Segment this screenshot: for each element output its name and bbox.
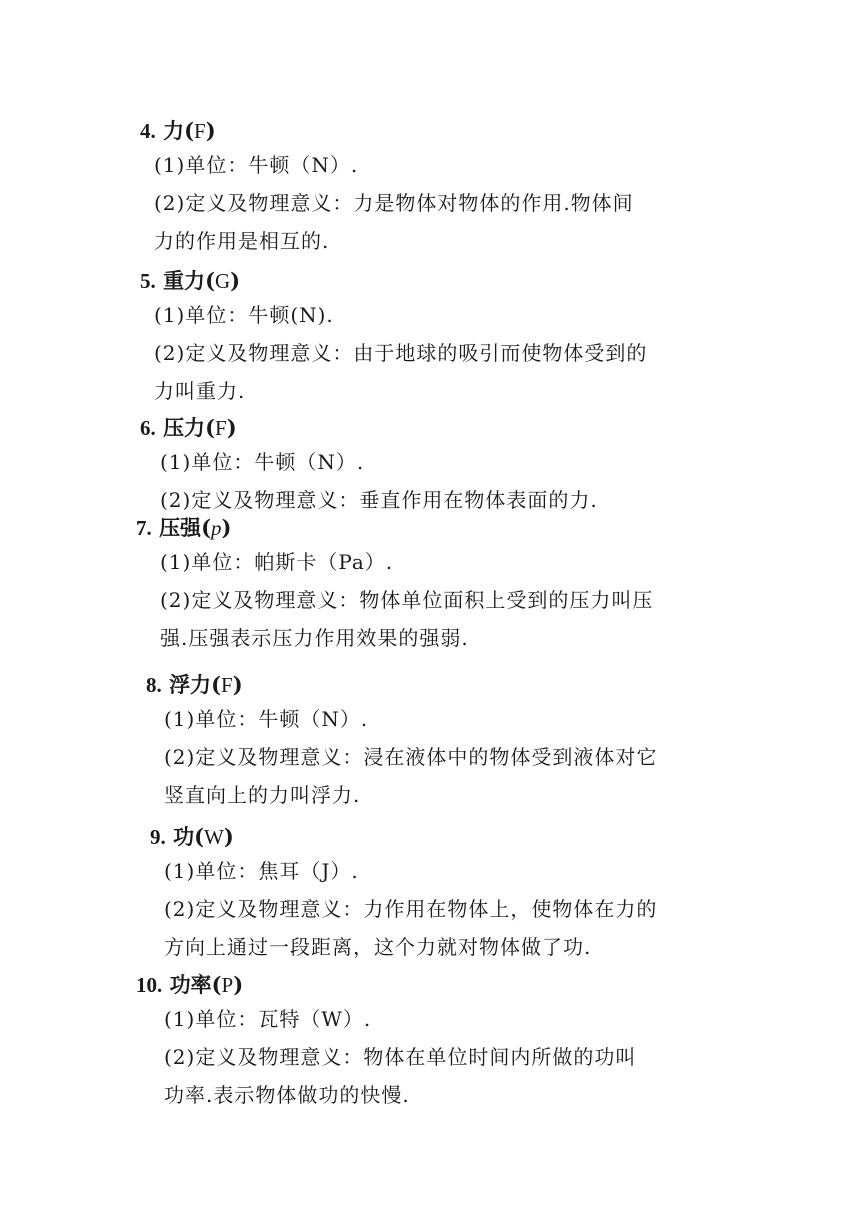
definition-line: 强.压强表示压力作用效果的强弱. xyxy=(160,626,469,650)
definition-line: 方向上通过一段距离，这个力就对物体做了功. xyxy=(164,935,592,959)
unit-line: (1)单位：牛顿（N）. xyxy=(164,707,369,731)
section-heading: 8. 浮力(F) xyxy=(146,672,243,697)
section-term: 功率 xyxy=(169,972,212,997)
section-heading: 10. 功率(P) xyxy=(136,972,244,997)
section-term: 压强 xyxy=(159,515,202,540)
section-buoyancy xyxy=(146,672,657,810)
section-heading: 6. 压力(F) xyxy=(140,415,237,440)
section-number: 6. xyxy=(140,416,156,440)
section-heading: 5. 重力(G) xyxy=(140,268,241,293)
definition-line: (2)定义及物理意义：浸在液体中的物体受到液体对它 xyxy=(164,745,658,769)
section-term: 压力 xyxy=(163,415,206,440)
section-term: 功 xyxy=(173,824,195,849)
definition-line: 力的作用是相互的. xyxy=(154,229,330,253)
section-gravity xyxy=(140,268,647,406)
definition-line: (2)定义及物理意义：力是物体对物体的作用.物体间 xyxy=(154,191,634,215)
definition-line: 功率.表示物体做功的快慢. xyxy=(164,1083,410,1107)
section-number: 7. xyxy=(136,516,152,540)
section-symbol: F xyxy=(194,119,206,143)
section-symbol: F xyxy=(215,416,227,440)
section-pressure-force xyxy=(140,415,598,515)
definition-line: 竖直向上的力叫浮力. xyxy=(164,783,361,807)
section-term: 重力 xyxy=(163,268,206,293)
unit-line: (1)单位：牛顿（N）. xyxy=(154,153,359,177)
section-number: 5. xyxy=(140,269,156,293)
section-number: 4. xyxy=(140,119,156,143)
definition-line: (2)定义及物理意义：物体单位面积上受到的压力叫压 xyxy=(160,588,654,612)
section-symbol: W xyxy=(204,825,224,849)
definition-line: 力叫重力. xyxy=(154,379,246,403)
section-force xyxy=(140,118,634,256)
section-term: 力 xyxy=(163,118,185,143)
section-number: 9. xyxy=(150,825,166,849)
section-number: 8. xyxy=(146,673,162,697)
section-symbol: F xyxy=(221,673,233,697)
section-power xyxy=(136,972,636,1110)
definition-line: (2)定义及物理意义：由于地球的吸引而使物体受到的 xyxy=(154,341,648,365)
section-heading: 4. 力(F) xyxy=(140,118,216,143)
definition-line: (2)定义及物理意义：垂直作用在物体表面的力. xyxy=(160,488,598,512)
section-symbol: P xyxy=(221,973,234,997)
section-work xyxy=(150,824,657,962)
unit-line: (1)单位：瓦特（W）. xyxy=(164,1007,372,1031)
unit-line: (1)单位：牛顿(N). xyxy=(154,303,334,327)
section-term: 浮力 xyxy=(169,672,212,697)
unit-line: (1)单位：牛顿（N）. xyxy=(160,450,365,474)
section-pressure xyxy=(136,515,653,653)
unit-line: (1)单位：帕斯卡（Pa）. xyxy=(160,550,394,574)
definition-line: (2)定义及物理意义：力作用在物体上，使物体在力的 xyxy=(164,897,658,921)
section-heading: 9. 功(W) xyxy=(150,824,234,849)
definition-line: (2)定义及物理意义：物体在单位时间内所做的功叫 xyxy=(164,1045,637,1069)
section-symbol: p xyxy=(211,516,222,540)
section-heading: 7. 压强(p) xyxy=(136,515,232,540)
unit-line: (1)单位：焦耳（J）. xyxy=(164,859,359,883)
section-symbol: G xyxy=(215,269,231,293)
section-number: 10. xyxy=(136,973,163,997)
